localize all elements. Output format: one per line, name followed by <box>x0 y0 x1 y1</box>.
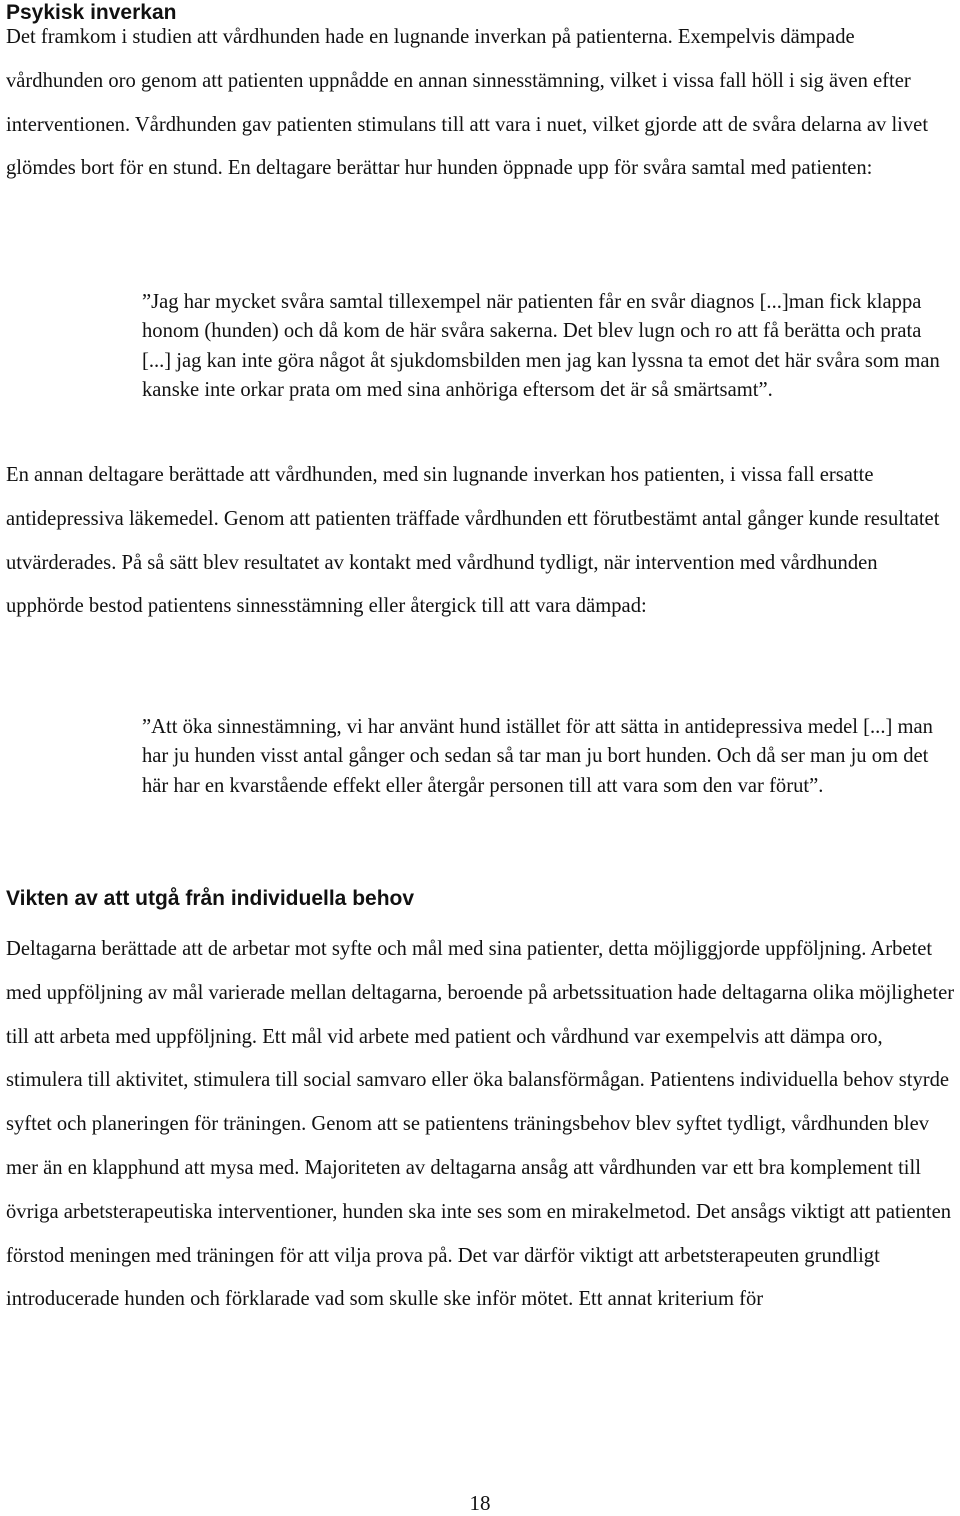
section-heading-psykisk-inverkan: Psykisk inverkan <box>6 1 177 24</box>
body-paragraph-3: Deltagarna berättade att de arbetar mot syfte och mål med sina patienter, detta möjliggjorde uppföljning. Arbetet med uppföljning av mål varierade mellan deltagarna, beroende på arbetssituation hade deltagarna olika möjligheter till att arbeta med uppföljning. Ett mål vid arbete med patient och vårdhund var exempelvis att dämpa oro, stimulera till aktivitet, stimulera till social samvaro eller öka balansförmågan. Patientens individuella behov styrde syftet och planeringen för träningen. Genom att se patientens träningsbehov blev syftet tydligt, vårdhunden blev mer än en klapphund att mysa med. Majoriteten av deltagarna ansåg att vårdhunden var ett bra komplement till övriga arbetsterapeutiska interventioner, hunden ska inte ses som en mirakelmetod. Det ansågs viktigt att patienten förstod meningen med träningen för att vilja prova på. Det var därför viktigt att arbetsterapeuten grundligt introducerade hunden och förklarade vad som skulle ske inför mötet. Ett annat kriterium för <box>6 938 955 1311</box>
block-quote-1: ”Jag har mycket svåra samtal tillexempel när patienten får en svår diagnos [...]man fick klappa honom (hunden) och då kom de här svåra sakerna. Det blev lugn och ro att få berätta och prata [...] jag kan inte göra något åt sjukdomsbilden men jag kan lyssna ta emot det här svåra som man kanske inte orkar prata om med sina anhöriga eftersom det är så smärtsamt”. <box>142 291 940 401</box>
page-number: 18 <box>469 1491 491 1515</box>
block-quote-2: ”Att öka sinnestämning, vi har använt hund istället för att sätta in antidepressiva medel [...] man har ju hunden visst antal gånger och sedan så tar man ju bort hunden. Och då ser man ju om det här har en kvarstående effekt eller återgår personen till att vara som den var förut”. <box>142 716 933 797</box>
body-paragraph-1: Det framkom i studien att vårdhunden hade en lugnande inverkan på patienterna. Exempelvis dämpade vårdhunden oro genom att patienten uppnådde en annan sinnesstämning, vilket i vissa fall höll i sig även efter interventionen. Vårdhunden gav patienten stimulans till att vara i nuet, vilket gjorde att de svåra delarna av livet glömdes bort för en stund. En deltagare berättar hur hunden öppnade upp för svåra samtal med patienten: <box>6 26 929 180</box>
body-paragraph-2: En annan deltagare berättade att vårdhunden, med sin lugnande inverkan hos patienten, i vissa fall ersatte antidepressiva läkemedel. Genom att patienten träffade vårdhunden ett förutbestämt antal gånger kunde resultatet utvärderades. På så sätt blev resultatet av kontakt med vårdhund tydligt, när intervention med vårdhunden upphörde bestod patientens sinnesstämning eller återgick till att vara dämpad: <box>6 464 940 618</box>
section-heading-individuella-behov: Vikten av att utgå från individuella behov <box>6 887 415 910</box>
